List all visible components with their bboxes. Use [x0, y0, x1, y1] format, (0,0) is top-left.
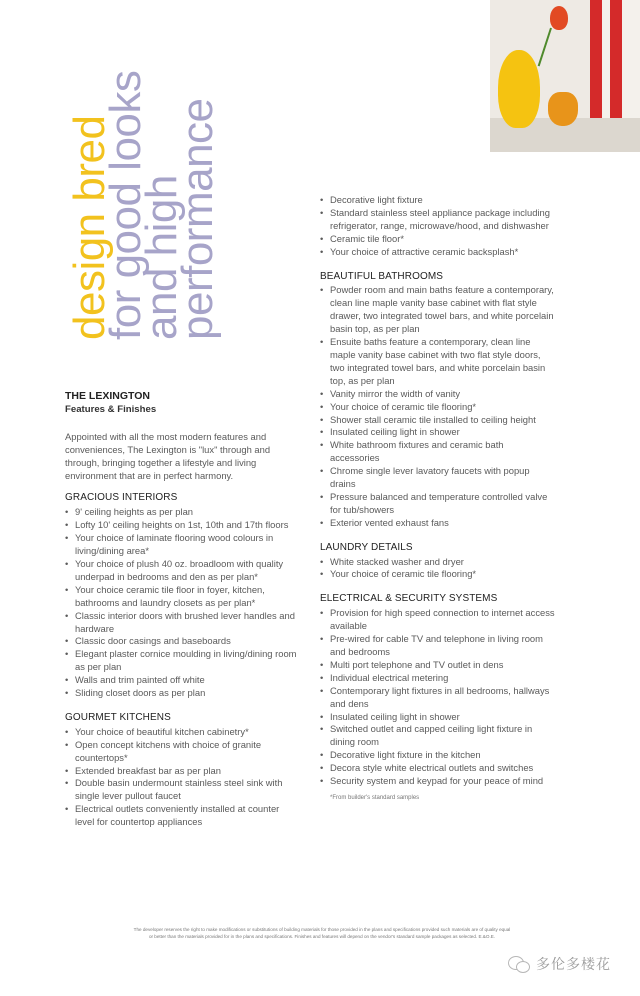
heading-line-3: and high — [137, 175, 186, 340]
right-column — [320, 194, 555, 805]
list-item: • Your choice ceramic tile floor in foyer, kitchen, bathrooms and laundry closets as per plan* — [65, 584, 300, 610]
list-item: • Lofty 10' ceiling heights on 1st, 10th and 17th floors — [65, 519, 300, 532]
list-item: • Pressure balanced and temperature controlled valve for tub/showers — [320, 491, 555, 517]
list-item: • Security system and keypad for your peace of mind — [320, 775, 555, 788]
disclaimer-line-1: The developer reserves the right to make modifications or substitutions of building materials for those provided in the plans and specifications provided such materials are of quality equal — [133, 927, 511, 932]
list-item: • Double basin undermount stainless steel sink with single lever pullout faucet — [65, 777, 300, 803]
feature-list — [65, 726, 300, 829]
list-item: • Sliding closet doors as per plan — [65, 687, 300, 700]
section-heading: ELECTRICAL & SECURITY SYSTEMS — [320, 593, 498, 605]
section-heading: BEAUTIFUL BATHROOMS — [320, 270, 444, 282]
list-item: • Your choice of laminate flooring wood colours in living/dining area* — [65, 532, 300, 558]
list-item: • White bathroom fixtures and ceramic bath accessories — [320, 439, 555, 465]
list-item: • Your choice of attractive ceramic backsplash* — [320, 246, 555, 259]
decor-photo — [490, 0, 640, 152]
section-heading: GRACIOUS INTERIORS — [65, 492, 178, 504]
list-item: • Insulated ceiling light in shower — [320, 711, 555, 724]
watermark-text: 多伦多楼花 — [536, 957, 611, 973]
intro-paragraph: Appointed with all the most modern features and conveniences, The Lexington is "lux" through and through, bringing together a lifestyle and living environment that are in perfect harmony. — [65, 430, 271, 481]
document-subtitle: Features & Finishes — [65, 403, 157, 415]
orange-bowl — [548, 92, 578, 126]
list-item: • Elegant plaster cornice moulding in living/dining room as per plan — [65, 648, 300, 674]
document-title: THE LEXINGTON — [65, 390, 150, 402]
list-item: • Powder room and main baths feature a contemporary, clean line maple vanity base cabinet with flat style drawer, two integrated towel bars, and white porcelain basin top, as per plan — [320, 284, 555, 336]
list-item: • Your choice of ceramic tile flooring* — [320, 568, 555, 581]
list-item: • Decora style white electrical outlets and switches — [320, 762, 555, 775]
list-item: • Chrome single lever lavatory faucets with popup drains — [320, 465, 555, 491]
list-item: • Decorative light fixture in the kitchen — [320, 749, 555, 762]
list-item: • Electrical outlets conveniently installed at counter level for countertop appliances — [65, 803, 300, 829]
section-electrical-security — [320, 593, 555, 788]
list-item: • Classic door casings and baseboards — [65, 635, 300, 648]
list-item: • Shower stall ceramic tile installed to ceiling height — [320, 414, 555, 427]
heading-line-2: for good looks — [101, 70, 150, 340]
list-item: • Classic interior doors with brushed lever handles and hardware — [65, 610, 300, 636]
list-item: • Switched outlet and capped ceiling light fixture in dining room — [320, 723, 555, 749]
vertical-heading — [65, 70, 222, 340]
list-item: • Multi port telephone and TV outlet in dens — [320, 659, 555, 672]
list-item: • Insulated ceiling light in shower — [320, 426, 555, 439]
list-item: • Your choice of beautiful kitchen cabinetry* — [65, 726, 300, 739]
left-column — [65, 390, 300, 841]
list-item: • Decorative light fixture — [320, 194, 555, 207]
section-heading: LAUNDRY DETAILS — [320, 541, 413, 553]
list-item: • Your choice of plush 40 oz. broadloom with quality underpad in bedrooms and den as per plan* — [65, 558, 300, 584]
heading-line-1: design bred — [65, 115, 114, 340]
section-gourmet-kitchens — [65, 712, 300, 829]
feature-list — [320, 556, 555, 582]
list-item: • Your choice of ceramic tile flooring* — [320, 401, 555, 414]
list-item: • Exterior vented exhaust fans — [320, 517, 555, 530]
feature-list — [65, 506, 300, 700]
kitchen-continued-list — [320, 194, 555, 259]
list-item: • Open concept kitchens with choice of granite countertops* — [65, 739, 300, 765]
heading-line-4: performance — [173, 98, 222, 340]
section-laundry-details — [320, 542, 555, 582]
watermark — [508, 954, 611, 974]
list-item: • 9' ceiling heights as per plan — [65, 506, 300, 519]
list-item: • Extended breakfast bar as per plan — [65, 765, 300, 778]
list-item: • Vanity mirror the width of vanity — [320, 388, 555, 401]
list-item: • Provision for high speed connection to internet access available — [320, 607, 555, 633]
tulip — [550, 6, 568, 30]
list-item: • Walls and trim painted off white — [65, 674, 300, 687]
list-item: • Individual electrical metering — [320, 672, 555, 685]
list-item: • Contemporary light fixtures in all bedrooms, hallways and dens — [320, 685, 555, 711]
list-item: • White stacked washer and dryer — [320, 556, 555, 569]
yellow-vase — [498, 50, 540, 128]
section-beautiful-bathrooms — [320, 271, 555, 530]
legal-disclaimer — [92, 926, 552, 940]
list-item: • Ensuite baths feature a contemporary, clean line maple vanity base cabinet with two flat style doors, two integrated towel bars, and white porcelain basin top, as per plan — [320, 336, 555, 388]
section-heading: GOURMET KITCHENS — [65, 711, 171, 723]
list-item: • Standard stainless steel appliance package including refrigerator, range, microwave/hood, and dishwasher — [320, 207, 555, 233]
section-gracious-interiors — [65, 492, 300, 700]
footnote: *From builder's standard samples — [330, 794, 420, 801]
feature-list — [320, 607, 555, 788]
disclaimer-line-2: or better than the materials provided for in the plans and specifications. Finishes and features will depend on the vendor's standard sample packages as selected. E.&O.E. — [148, 934, 496, 939]
chat-bubble-icon — [508, 954, 530, 974]
list-item: • Pre-wired for cable TV and telephone in living room and bedrooms — [320, 633, 555, 659]
feature-list — [320, 284, 555, 529]
list-item: • Ceramic tile floor* — [320, 233, 555, 246]
